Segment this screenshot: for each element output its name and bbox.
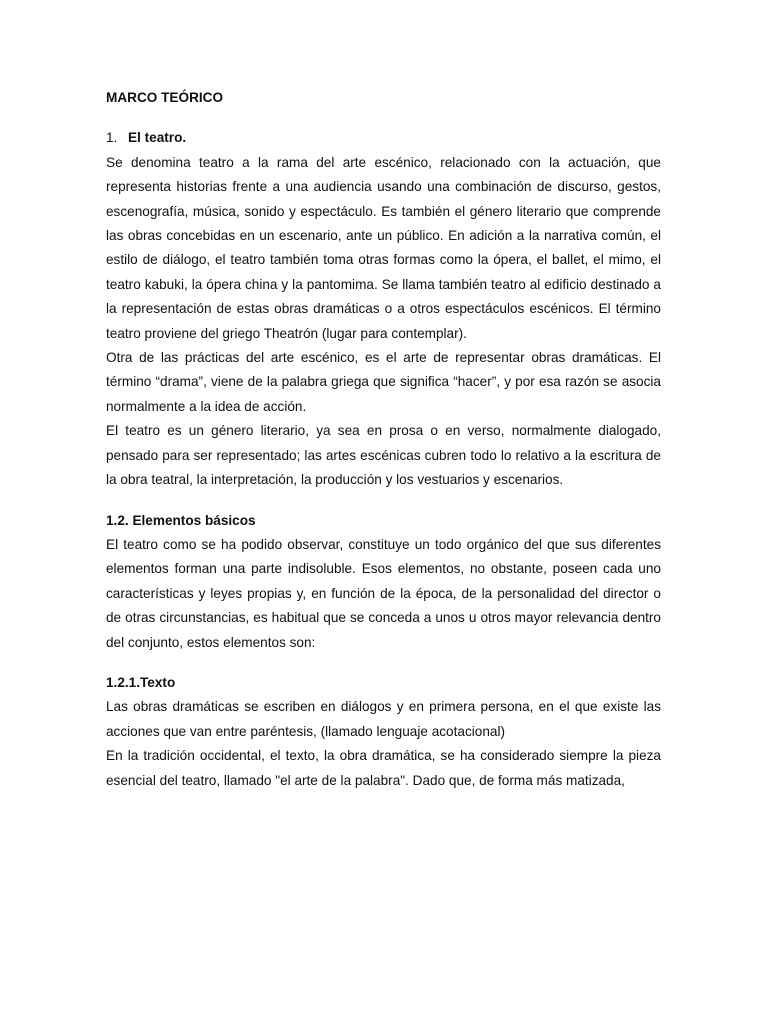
section-1-2-heading: 1.2. Elementos básicos	[106, 512, 256, 528]
paragraph-obras-dramaticas: Las obras dramáticas se escriben en diálogos y en primera persona, en el que existe las acciones que van entre paréntesis, (llamado lenguaje acotacional)	[106, 699, 661, 739]
section-1-label: El teatro.	[128, 130, 187, 146]
section-1-number: 1.	[106, 130, 118, 146]
paragraph-elementos-basicos: El teatro como se ha podido observar, constituye un todo orgánico del que sus diferentes elementos forman una parte indisoluble. Esos elementos, no obstante, poseen cada uno características y leyes propias y, en función de la época, de la personalidad del director o de otras circunstancias, es habitual que se conceda a unos u otros mayor relevancia dentro del conjunto, estos elementos son:	[106, 536, 661, 650]
section-1-2-1-heading: 1.2.1.Texto	[106, 674, 176, 690]
document-page	[106, 86, 661, 793]
paragraph-arte-escenico: Otra de las prácticas del arte escénico, es el arte de representar obras dramáticas. El término “drama”, viene de la palabra griega que significa “hacer”, y por esa razón se asocia normalmente a la idea de acción.	[106, 350, 661, 414]
paragraph-teatro-definicion: Se denomina teatro a la rama del arte escénico, relacionado con la actuación, que representa historias frente a una audiencia usando una combinación de discurso, gestos, escenografía, música, sonido y espectáculo. Es también el género literario que comprende las obras concebidas en un escenario, ante un público. En adición a la narrativa común, el estilo de diálogo, el teatro también toma otras formas como la ópera, el ballet, el mimo, el teatro kabuki, la ópera china y la pantomima. Se llama también teatro al edificio destinado a la representación de estas obras dramáticas o a otros espectáculos escénicos. El término teatro proviene del griego Theatrón (lugar para contemplar).	[106, 154, 661, 341]
document-title: MARCO TEÓRICO	[106, 90, 224, 105]
paragraph-genero-literario: El teatro es un género literario, ya sea en prosa o en verso, normalmente dialogado, pensado para ser representado; las artes escénicas cubren todo lo relativo a la escritura de la obra teatral, la interpretación, la producción y los vestuarios y escenarios.	[106, 423, 661, 488]
section-1-heading	[106, 126, 661, 150]
paragraph-tradicion-occidental: En la tradición occidental, el texto, la obra dramática, se ha considerado siempre la pieza esencial del teatro, llamado "el arte de la palabra". Dado que, de forma más matizada,	[106, 748, 661, 788]
